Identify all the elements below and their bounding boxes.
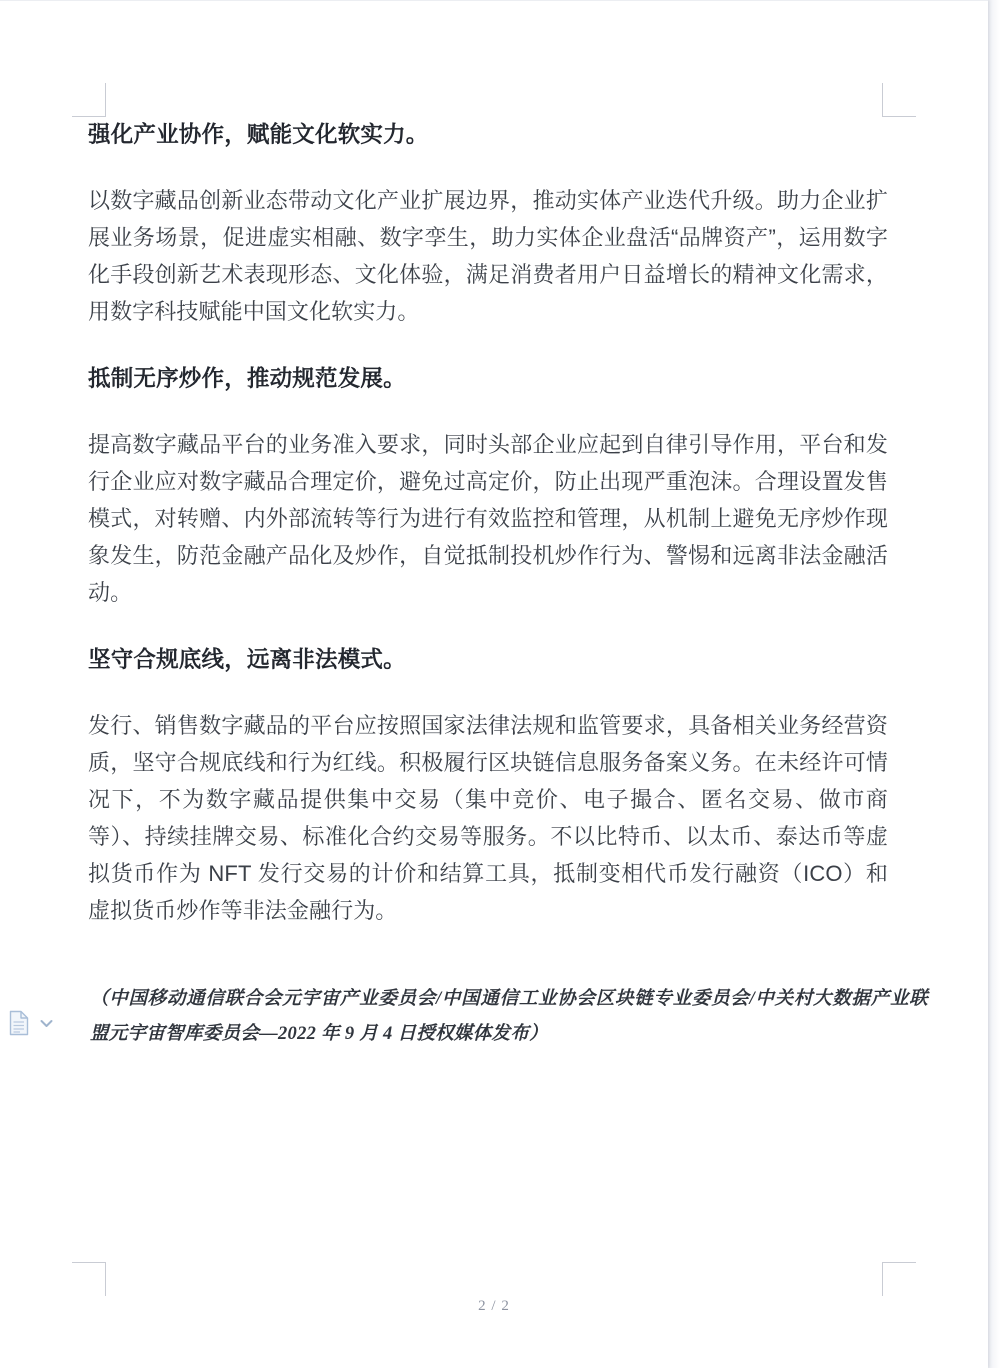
crop-mark-bottom-right — [882, 1262, 916, 1296]
page-number: 2 / 2 — [478, 1298, 510, 1314]
spacer — [88, 677, 888, 707]
crop-mark-bottom-left — [72, 1262, 106, 1296]
spacer — [88, 152, 888, 182]
document-icon[interactable] — [8, 1010, 30, 1036]
attribution-line: （中国移动通信联合会元宇宙产业委员会/中国通信工业协会区块链专业委员会/中关村大数据产业联盟元宇宙智库委员会—2022 年 9 月 4 日授权媒体发布） — [90, 989, 928, 1044]
page-edge-shadow — [988, 0, 1000, 1368]
margin-tool-group[interactable] — [8, 1010, 53, 1036]
crop-mark-top-left — [72, 83, 106, 117]
crop-mark-top-right — [882, 83, 916, 117]
section-paragraph-3: 发行、销售数字藏品的平台应按照国家法律法规和监管要求，具备相关业务经营资质，坚守合规底线和行为红线。积极履行区块链信息服务备案义务。在未经许可情况下，不为数字藏品提供集中交易（集中竞价、电子撮合、匿名交易、做市商等）、持续挂牌交易、标准化合约交易等服务。不以比特币、以太币、泰达币等虚拟货币作为 NFT 发行交易的计价和结算工具，抵制变相代币发行融资（ICO）和虚拟货币炒作等非法金融行为。 — [88, 713, 888, 923]
chevron-down-icon[interactable] — [40, 1019, 53, 1028]
document-body — [88, 118, 888, 929]
section-paragraph-1: 以数字藏品创新业态带动文化产业扩展边界，推动实体产业迭代升级。助力企业扩展业务场景，促进虚实相融、数字孪生，助力实体企业盘活“品牌资产”，运用数字化手段创新艺术表现形态、文化体验，满足消费者用户日益增长的精神文化需求，用数字科技赋能中国文化软实力。 — [88, 188, 888, 324]
spacer — [88, 396, 888, 426]
section-heading-3: 坚守合规底线，远离非法模式。 — [88, 647, 406, 672]
section-paragraph-2: 提高数字藏品平台的业务准入要求，同时头部企业应起到自律引导作用，平台和发行企业应对数字藏品合理定价，避免过高定价，防止出现严重泡沫。合理设置发售模式，对转赠、内外部流转等行为进行有效监控和管理，从机制上避免无序炒作现象发生，防范金融产品化及炒作，自觉抵制投机炒作行为、警惕和远离非法金融活动。 — [88, 432, 888, 605]
spacer — [88, 330, 888, 362]
spacer — [88, 611, 888, 643]
section-heading-2: 抵制无序炒作，推动规范发展。 — [88, 366, 406, 391]
section-heading-1: 强化产业协作，赋能文化软实力。 — [88, 122, 429, 147]
